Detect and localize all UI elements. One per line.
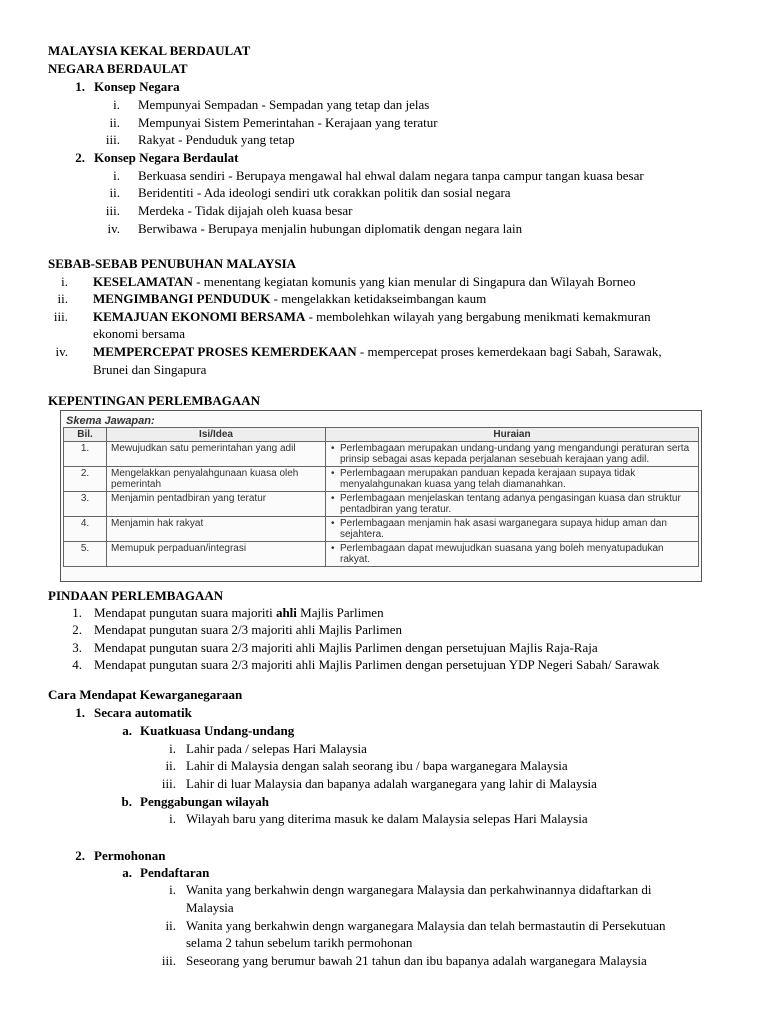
list-letter: a. [122,865,132,880]
cell-bil: 5. [64,542,107,567]
skema-table [63,427,699,567]
list-number: iii. [105,203,120,218]
keyword: MEMPERCEPAT PROSES KEMERDEKAAN [93,344,357,359]
item-text: - membolehkan wilayah yang bergabung menikmati kemakmuran [305,309,651,324]
item-text: Majlis Parlimen [296,605,384,620]
item-text: - mempercepat proses kemerdekaan bagi Sabah, Sarawak, [356,344,662,359]
table-row [64,467,699,492]
table-row [64,492,699,517]
item-text-continued: ekonomi bersama [93,326,186,341]
list-number: ii. [109,115,120,130]
list-item: Seseorang yang berumur bawah 21 tahun dan ibu bapanya adalah warganegara Malaysia [186,953,647,968]
bullet-icon: • [331,468,335,479]
keyword: KESELAMATAN [93,274,193,289]
list-number: iii. [105,132,120,147]
huraian-text: Perlembagaan menjelaskan tentang adanya pengasingan kuasa dan struktur pentadbiran yang teratur. [340,493,681,515]
list-number: ii. [109,185,120,200]
item-text-continued: Brunei dan Singapura [93,362,207,377]
cell-bil: 3. [64,492,107,517]
list-number: ii. [165,758,176,773]
list-item: Mempunyai Sempadan - Sempadan yang tetap dan jelas [138,97,430,112]
list-item [93,290,486,308]
keyword: ahli [275,605,297,620]
list-number: 2. [72,622,82,637]
list-item: Rakyat - Penduduk yang tetap [138,132,295,147]
heading-sebab-penubuhan: SEBAB-SEBAB PENUBUHAN MALAYSIA [48,256,297,271]
heading-malaysia-kekal-berdaulat: MALAYSIA KEKAL BERDAULAT [48,43,251,58]
skema-jawapan-image [60,410,702,582]
bullet-icon: • [331,443,335,454]
heading-negara-berdaulat: NEGARA BERDAULAT [48,61,188,76]
subheading-secara-automatik: Secara automatik [94,705,192,720]
list-item [93,343,662,361]
cell-huraian [326,542,699,567]
list-number: iii. [161,953,176,968]
list-item: Mempunyai Sistem Pemerintahan - Kerajaan yang teratur [138,115,438,130]
huraian-text: Perlembagaan menjamin hak asasi warganegara supaya hidup aman dan sejahtera. [340,518,667,540]
list-item: Beridentiti - Ada ideologi sendiri utk corakkan politik dan sosial negara [138,185,511,200]
cell-huraian [326,517,699,542]
list-number: 3. [72,640,82,655]
cell-isi: Menjamin hak rakyat [107,517,326,542]
table-row [64,517,699,542]
table-row [64,542,699,567]
list-number: i. [169,882,176,897]
heading-kepentingan-perlembagaan: KEPENTINGAN PERLEMBAGAAN [48,393,260,408]
heading-cara-kewarganegaraan: Cara Mendapat Kewarganegaraan [48,687,243,702]
keyword: KEMAJUAN EKONOMI BERSAMA [93,309,306,324]
list-number: 2. [75,848,85,863]
list-item: Lahir pada / selepas Hari Malaysia [186,741,367,756]
cell-bil: 2. [64,467,107,492]
header-isi: Isi/Idea [107,428,326,442]
cell-huraian [326,492,699,517]
header-bil: Bil. [64,428,107,442]
list-item: Wilayah baru yang diterima masuk ke dalam Malaysia selepas Hari Malaysia [186,811,588,826]
huraian-text: Perlembagaan merupakan undang-undang yang mengandungi peraturan serta prinsip sebagai asas kepada perjalanan sesebuah kerajaan yang adil. [340,443,690,465]
item-text-continued: Malaysia [186,900,234,915]
list-number: iii. [161,776,176,791]
list-letter: b. [121,794,132,809]
list-number: ii. [57,291,68,306]
list-number: i. [113,168,120,183]
list-item: Berwibawa - Berupaya menjalin hubungan diplomatik dengan negara lain [138,221,523,236]
huraian-text: Perlembagaan merupakan panduan kepada kerajaan supaya tidak menyalahgunakan kuasa yang telah diamanahkan. [340,468,636,490]
cell-isi: Menjamin pentadbiran yang teratur [107,492,326,517]
list-item: Lahir di Malaysia dengan salah seorang ibu / bapa warganegara Malaysia [186,758,568,773]
list-number: iv. [107,221,120,236]
subheading-pendaftaran: Pendaftaran [140,865,210,880]
list-number: i. [113,97,120,112]
list-item: Berkuasa sendiri - Berupaya mengawal hal ehwal dalam negara tanpa campur tangan kuasa besar [138,168,644,183]
list-item [94,604,384,622]
cell-isi: Mengelakkan penyalahgunaan kuasa oleh pemerintah [107,467,326,492]
subheading-penggabungan: Penggabungan wilayah [140,794,269,809]
list-number: i. [169,811,176,826]
list-number: 1. [75,79,85,94]
subheading-konsep-negara-berdaulat: Konsep Negara Berdaulat [94,150,239,165]
list-number: 2. [75,150,85,165]
list-item: Merdeka - Tidak dijajah oleh kuasa besar [138,203,353,218]
list-number: ii. [165,918,176,933]
cell-bil: 4. [64,517,107,542]
list-item: Wanita yang berkahwin dengn warganegara Malaysia dan perkahwinannya didaftarkan di [186,882,652,897]
item-text: - mengelakkan ketidakseimbangan kaum [270,291,487,306]
huraian-text: Perlembagaan dapat mewujudkan suasana yang boleh menyatupadukan rakyat. [340,543,664,565]
cell-isi: Memupuk perpaduan/integrasi [107,542,326,567]
list-number: iii. [53,309,68,324]
skema-title: Skema Jawapan: [66,415,155,427]
list-item: Mendapat pungutan suara 2/3 majoriti ahli Majlis Parlimen [94,622,402,637]
list-number: i. [61,274,68,289]
list-number: i. [169,741,176,756]
keyword: MENGIMBANGI PENDUDUK [93,291,271,306]
list-letter: a. [122,723,132,738]
list-item [93,273,636,291]
cell-huraian [326,442,699,467]
list-number: iv. [55,344,68,359]
cell-huraian [326,467,699,492]
list-item: Lahir di luar Malaysia dan bapanya adalah warganegara yang lahir di Malaysia [186,776,597,791]
bullet-icon: • [331,493,335,504]
list-item: Wanita yang berkahwin dengn warganegara Malaysia dan telah bermastautin di Persekutuan [186,918,666,933]
table-row [64,442,699,467]
list-item [93,308,651,326]
subheading-kuatkuasa: Kuatkuasa Undang-undang [140,723,295,738]
cell-isi: Mewujudkan satu pemerintahan yang adil [107,442,326,467]
item-text: - menentang kegiatan komunis yang kian menular di Singapura dan Wilayah Borneo [192,274,636,289]
subheading-konsep-negara: Konsep Negara [94,79,180,94]
cell-bil: 1. [64,442,107,467]
list-number: 4. [72,657,82,672]
heading-pindaan-perlembagaan: PINDAAN PERLEMBAGAAN [48,588,224,603]
bullet-icon: • [331,518,335,529]
table-header-row [64,428,699,442]
item-text-continued: selama 2 tahun sebelum tarikh permohonan [186,935,413,950]
list-number: 1. [75,705,85,720]
subheading-permohonan: Permohonan [94,848,166,863]
list-item: Mendapat pungutan suara 2/3 majoriti ahli Majlis Parlimen dengan persetujuan Majlis Raja-Raja [94,640,598,655]
bullet-icon: • [331,543,335,554]
item-text: Mendapat pungutan suara majoriti [94,605,276,620]
list-item: Mendapat pungutan suara 2/3 majoriti ahli Majlis Parlimen dengan persetujuan YDP Negeri Sabah/ Sarawak [94,657,660,672]
list-number: 1. [72,605,82,620]
header-huraian: Huraian [326,428,699,442]
